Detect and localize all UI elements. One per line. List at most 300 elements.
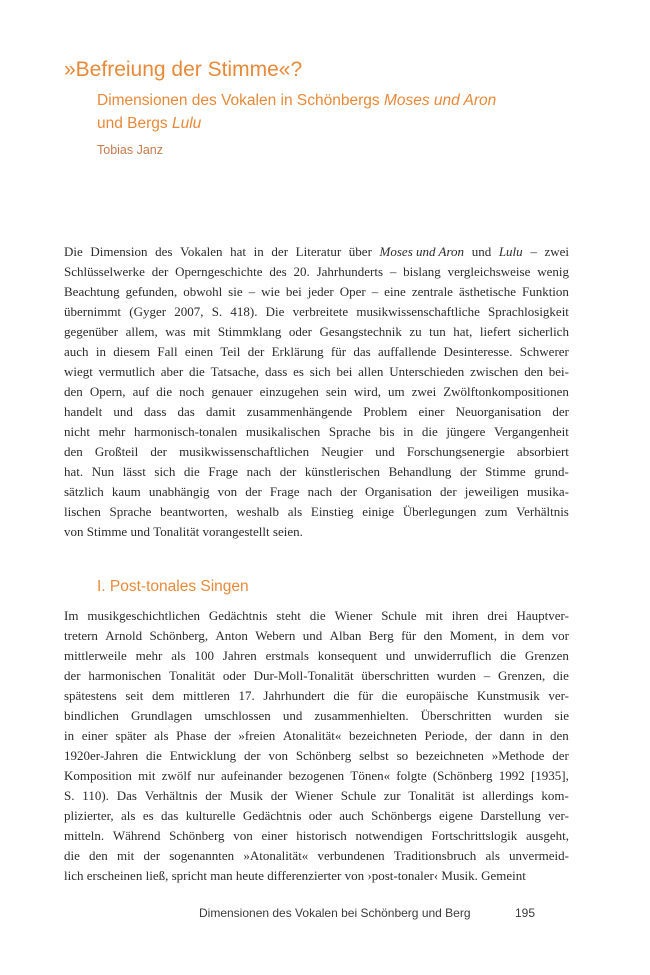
- word: sie: [228, 284, 243, 299]
- word: nicht: [64, 424, 90, 439]
- word: gefunden,: [125, 284, 178, 299]
- word: unvermeid-: [509, 848, 569, 863]
- word: Fall: [157, 344, 178, 359]
- word: Frage: [269, 484, 300, 499]
- word: wurden: [503, 708, 543, 723]
- word: künstlerischen: [304, 464, 380, 479]
- word: Kunstmusik: [476, 688, 540, 703]
- word: Teil: [220, 344, 241, 359]
- word: was: [165, 324, 186, 339]
- word: drei: [487, 608, 508, 623]
- word: steht: [276, 608, 301, 623]
- word: Phase: [176, 728, 207, 743]
- word: S.: [211, 304, 223, 319]
- word: auffallende: [378, 344, 437, 359]
- word: Traditionsbruch: [393, 848, 477, 863]
- word: Schönberg: [169, 828, 225, 843]
- text-line: [64, 806, 569, 826]
- word: einer: [81, 728, 108, 743]
- word: »Atonalität«: [243, 848, 309, 863]
- word: vorangestellt: [202, 524, 270, 539]
- word: dann: [499, 728, 525, 743]
- word: Jahren: [222, 648, 257, 663]
- text-line: [64, 606, 569, 626]
- word: Wiener: [295, 788, 333, 803]
- word: sätzlich: [64, 484, 104, 499]
- word: Periode,: [424, 728, 468, 743]
- word: diesem: [113, 344, 151, 359]
- word: bei-: [548, 364, 569, 379]
- chapter-title: »Befreiung der Stimme«?: [64, 58, 303, 81]
- word: Neugier: [321, 444, 364, 459]
- word: Entwicklung: [169, 748, 237, 763]
- word: ihren: [451, 608, 479, 623]
- word: und: [385, 648, 406, 663]
- word: bislang: [403, 264, 441, 279]
- word: spricht: [171, 868, 207, 883]
- word: des: [155, 244, 173, 259]
- word: die: [500, 648, 517, 663]
- text-line: [64, 746, 569, 766]
- word: Darstellung: [480, 808, 541, 823]
- word: 1992: [498, 768, 525, 783]
- word: musikwissenschaftlichen: [179, 444, 310, 459]
- text-line: [64, 786, 569, 806]
- word: 17.: [238, 688, 255, 703]
- word: Problem: [363, 404, 408, 419]
- word: Vokalen: [180, 244, 223, 259]
- word: –: [371, 284, 379, 299]
- word: der: [270, 788, 288, 803]
- word: [499, 242, 523, 262]
- word: Operngeschichte: [175, 264, 263, 279]
- text-line: [64, 242, 569, 262]
- word: überschritten: [361, 668, 430, 683]
- word: und: [375, 444, 395, 459]
- word: absorbiert: [516, 444, 569, 459]
- word: 418).: [230, 304, 258, 319]
- word: die: [381, 688, 398, 703]
- word: in: [403, 424, 414, 439]
- word: so: [396, 748, 409, 763]
- word: handelt: [64, 404, 103, 419]
- word: nach: [307, 484, 333, 499]
- word: es: [293, 364, 304, 379]
- word: historisch: [296, 828, 347, 843]
- word: sicherlich: [518, 324, 569, 339]
- subtitle-line: [97, 90, 496, 113]
- word: die: [145, 748, 162, 763]
- word: damit: [206, 404, 236, 419]
- word: Sprache: [328, 424, 371, 439]
- word: die: [553, 668, 569, 683]
- word: der: [205, 788, 222, 803]
- word: Neuorganisation: [455, 404, 542, 419]
- word: für: [357, 688, 374, 703]
- word: Das: [116, 788, 137, 803]
- word: noch: [179, 384, 205, 399]
- text-line: [64, 706, 569, 726]
- word: lich: [64, 868, 84, 883]
- word: selbst: [359, 748, 389, 763]
- word: »freien: [238, 728, 276, 743]
- word: Anton: [215, 628, 248, 643]
- word: von: [217, 484, 238, 499]
- word: Musik: [229, 788, 263, 803]
- word: dass: [264, 364, 288, 379]
- word: musikwissenschaftliche: [356, 304, 480, 319]
- word: der: [552, 748, 569, 763]
- word: jüngere: [446, 424, 486, 439]
- text-line: [64, 322, 569, 342]
- word: Verhältnis: [516, 504, 569, 519]
- word: Opern,: [89, 384, 126, 399]
- word: Dur-Moll-Tonalität: [253, 668, 354, 683]
- text-line: [64, 686, 569, 706]
- word: ist: [462, 788, 475, 803]
- word: der: [214, 728, 231, 743]
- word: in: [504, 628, 515, 643]
- word: unwiderruflich: [414, 648, 492, 663]
- word: kulturelle: [185, 808, 236, 823]
- word: seien.: [272, 524, 303, 539]
- word: den: [550, 728, 569, 743]
- word: Während: [112, 828, 161, 843]
- word: der: [247, 344, 265, 359]
- word: in: [95, 344, 106, 359]
- word: bezeichneten: [415, 748, 484, 763]
- word: bis: [379, 424, 395, 439]
- word: liefert: [479, 324, 511, 339]
- word: vermutlich: [98, 364, 155, 379]
- word: der: [244, 748, 261, 763]
- word: tretern: [64, 628, 98, 643]
- word: als: [121, 808, 136, 823]
- work-title: Moses und Aron: [379, 244, 465, 259]
- word: Einstieg: [310, 504, 354, 519]
- word: der: [340, 484, 357, 499]
- word: die: [188, 364, 205, 379]
- word: genauer: [211, 384, 253, 399]
- word: mehr: [135, 648, 163, 663]
- word: Die: [265, 304, 285, 319]
- word: Tonalität: [169, 668, 216, 683]
- word: den: [423, 628, 443, 643]
- word: Arnold: [105, 628, 143, 643]
- word: sich: [309, 364, 331, 379]
- text-line: [64, 402, 569, 422]
- subtitle-line: [97, 113, 496, 136]
- word: Berg: [368, 628, 394, 643]
- word: mit: [138, 768, 156, 783]
- word: konsequent: [317, 648, 377, 663]
- word: kom-: [541, 788, 569, 803]
- word: [1935],: [530, 768, 569, 783]
- word: Erklärung: [271, 344, 324, 359]
- word: zwölf: [161, 768, 192, 783]
- word: Musik.: [441, 868, 478, 883]
- word: den: [524, 364, 543, 379]
- subtitle-work-title: Lulu: [171, 114, 202, 132]
- word: mehr: [98, 424, 126, 439]
- word: jeweiligen: [464, 484, 519, 499]
- word: musika-: [527, 484, 569, 499]
- word: Gemeint: [481, 868, 526, 883]
- word: lässt: [122, 464, 146, 479]
- word: mit: [193, 324, 211, 339]
- page-number: 195: [515, 906, 536, 920]
- word: Überschritten: [420, 708, 492, 723]
- word: um: [387, 384, 405, 399]
- word: von: [64, 524, 84, 539]
- word: –: [389, 264, 397, 279]
- word: mittleren: [183, 688, 230, 703]
- word: zur: [383, 788, 401, 803]
- word: zwei: [544, 244, 569, 259]
- word: mit: [425, 608, 443, 623]
- word: Grenzen,: [497, 668, 546, 683]
- word: Funktion: [521, 284, 569, 299]
- word: der: [279, 464, 297, 479]
- word: in: [532, 728, 543, 743]
- word: bezeichneten: [349, 728, 417, 743]
- word: Schlüsselwerke: [64, 264, 145, 279]
- word: Webern: [255, 628, 296, 643]
- section-heading: I. Post-tonales Singen: [97, 578, 249, 595]
- word: des: [269, 264, 287, 279]
- word: Organisation: [365, 484, 432, 499]
- word: die: [64, 848, 80, 863]
- word: und: [130, 524, 150, 539]
- word: der: [271, 244, 289, 259]
- word: als: [171, 648, 186, 663]
- word: Dimension: [90, 244, 148, 259]
- word: grund-: [534, 464, 569, 479]
- word: später: [115, 728, 147, 743]
- text-line: [64, 666, 569, 686]
- word: plizierter,: [64, 808, 114, 823]
- word: ließ,: [145, 868, 169, 883]
- word: das: [353, 344, 371, 359]
- word: der: [440, 484, 457, 499]
- word: hat.: [64, 464, 84, 479]
- word: hat: [230, 244, 247, 259]
- word: harmonischen: [88, 668, 162, 683]
- word: oder: [288, 324, 313, 339]
- word: bei: [336, 364, 353, 379]
- word: Komposition: [64, 768, 132, 783]
- word: zusammenhängende: [246, 404, 353, 419]
- word: als: [485, 848, 500, 863]
- text-line: [64, 262, 569, 282]
- word: der: [151, 264, 169, 279]
- word: für: [330, 344, 347, 359]
- word: Hauptver-: [516, 608, 569, 623]
- word: Großteil: [94, 444, 139, 459]
- word: wenig: [537, 264, 569, 279]
- text-line: [64, 282, 569, 302]
- text-line: [64, 502, 569, 522]
- word: wie: [261, 284, 280, 299]
- word: –: [248, 284, 256, 299]
- word: aber: [160, 364, 184, 379]
- word: »Methode: [491, 748, 545, 763]
- word: 20.: [293, 264, 310, 279]
- word: auf: [132, 384, 150, 399]
- word: Wiener: [334, 608, 373, 623]
- word: dem: [152, 688, 175, 703]
- word: Jahrhunderts: [316, 264, 384, 279]
- word: allerdings: [482, 788, 534, 803]
- word: nur: [197, 768, 215, 783]
- chapter-subtitle: [97, 90, 496, 135]
- word: lischen: [64, 504, 101, 519]
- text-line: [64, 826, 569, 846]
- word: der: [552, 404, 569, 419]
- word: erscheinen: [86, 868, 143, 883]
- word: ver-: [548, 688, 569, 703]
- text-line: [64, 302, 569, 322]
- word: Grenzen: [524, 648, 569, 663]
- word: jeder: [307, 284, 334, 299]
- word: es: [142, 808, 154, 823]
- word: Schwerer: [519, 344, 569, 359]
- word: notwendigen: [355, 828, 423, 843]
- word: Schule: [381, 608, 417, 623]
- word: Verhältnis: [144, 788, 198, 803]
- word: mitteln.: [64, 828, 105, 843]
- text-line: [64, 422, 569, 442]
- word: die: [333, 688, 350, 703]
- word: Zwölftonkompositionen: [443, 384, 569, 399]
- word: Forschungsenergie: [406, 444, 505, 459]
- word: bindlichen: [64, 708, 119, 723]
- word: folgte: [396, 768, 427, 783]
- word: mit: [116, 848, 135, 863]
- word: den: [89, 848, 108, 863]
- word: harmonisch-tonalen: [133, 424, 238, 439]
- word: auch: [339, 808, 364, 823]
- word: nach: [246, 464, 272, 479]
- word: Beachtung: [64, 284, 120, 299]
- word: hat,: [453, 324, 473, 339]
- word: musikgeschichtlichen: [87, 608, 200, 623]
- section-paragraph: [64, 606, 569, 886]
- word: zu: [409, 324, 422, 339]
- word: ver-: [548, 808, 569, 823]
- word: Schönberg,: [149, 628, 209, 643]
- running-head: Dimensionen des Vokalen bei Schönberg und Berg: [199, 906, 471, 920]
- word: zum: [485, 504, 508, 519]
- word: sie: [554, 708, 569, 723]
- text-line: [64, 846, 569, 866]
- word: der: [459, 464, 477, 479]
- word: dem: [521, 628, 545, 643]
- word: Schule: [340, 788, 377, 803]
- word: Stimme: [86, 524, 128, 539]
- text-line: [64, 626, 569, 646]
- text-line: [64, 442, 569, 462]
- word: die: [309, 608, 326, 623]
- word: Die: [64, 244, 83, 259]
- word: wiegt: [64, 364, 93, 379]
- word: auch: [64, 344, 89, 359]
- word: der: [475, 728, 492, 743]
- text-line: [64, 362, 569, 382]
- word: aufeinander: [221, 768, 283, 783]
- word: Unterschieden: [389, 364, 465, 379]
- word: (Gyger: [129, 304, 167, 319]
- word: bei: [285, 284, 302, 299]
- word: Überlegungen: [402, 504, 477, 519]
- word: Sprache: [109, 504, 152, 519]
- text-line: [64, 482, 569, 502]
- word: zwei: [411, 384, 437, 399]
- word: Schönbergs: [371, 808, 432, 823]
- word: Gesangstechnik: [319, 324, 402, 339]
- word: seit: [125, 688, 144, 703]
- word: –: [483, 668, 491, 683]
- word: umschlossen: [204, 708, 271, 723]
- word: ausgeht,: [526, 828, 569, 843]
- word: Behandlung: [388, 464, 452, 479]
- word: sich: [154, 464, 176, 479]
- word: und: [471, 244, 492, 259]
- word: 110).: [82, 788, 109, 803]
- word: gegenüber: [64, 324, 119, 339]
- word: Moment,: [449, 628, 498, 643]
- word: über: [348, 244, 372, 259]
- word: tun: [429, 324, 446, 339]
- word: sein: [325, 384, 347, 399]
- word: einige: [362, 504, 394, 519]
- word: für: [401, 628, 417, 643]
- word: Frage: [208, 464, 238, 479]
- word: von: [268, 748, 288, 763]
- word: übernimmt: [64, 304, 122, 319]
- word: Stimmklang: [217, 324, 282, 339]
- word: die: [156, 384, 173, 399]
- word: die: [183, 464, 200, 479]
- word: –: [530, 244, 537, 259]
- word: Tonalität: [153, 524, 200, 539]
- word: [380, 242, 465, 262]
- text-line: [64, 766, 569, 786]
- word: der: [150, 444, 167, 459]
- word: Oper: [339, 284, 366, 299]
- word: bezogenen: [288, 768, 345, 783]
- text-line: [64, 726, 569, 746]
- word: das: [161, 808, 179, 823]
- word: in: [253, 244, 264, 259]
- word: musikalischen: [245, 424, 321, 439]
- word: oder: [222, 668, 246, 683]
- text-line: [64, 866, 569, 886]
- word: 100: [194, 648, 214, 663]
- subtitle-work-title: Moses und Aron: [383, 92, 497, 109]
- word: ästhetische: [458, 284, 516, 299]
- word: den: [64, 384, 83, 399]
- word: Stimme: [485, 464, 526, 479]
- text-line: [64, 342, 569, 362]
- word: vergleichsweise: [447, 264, 531, 279]
- word: Gedächtnis: [208, 608, 268, 623]
- word: wird,: [353, 384, 381, 399]
- word: verbundenen: [317, 848, 385, 863]
- work-title: Lulu: [498, 244, 523, 259]
- author-name: Tobias Janz: [97, 143, 164, 157]
- word: und: [302, 628, 323, 643]
